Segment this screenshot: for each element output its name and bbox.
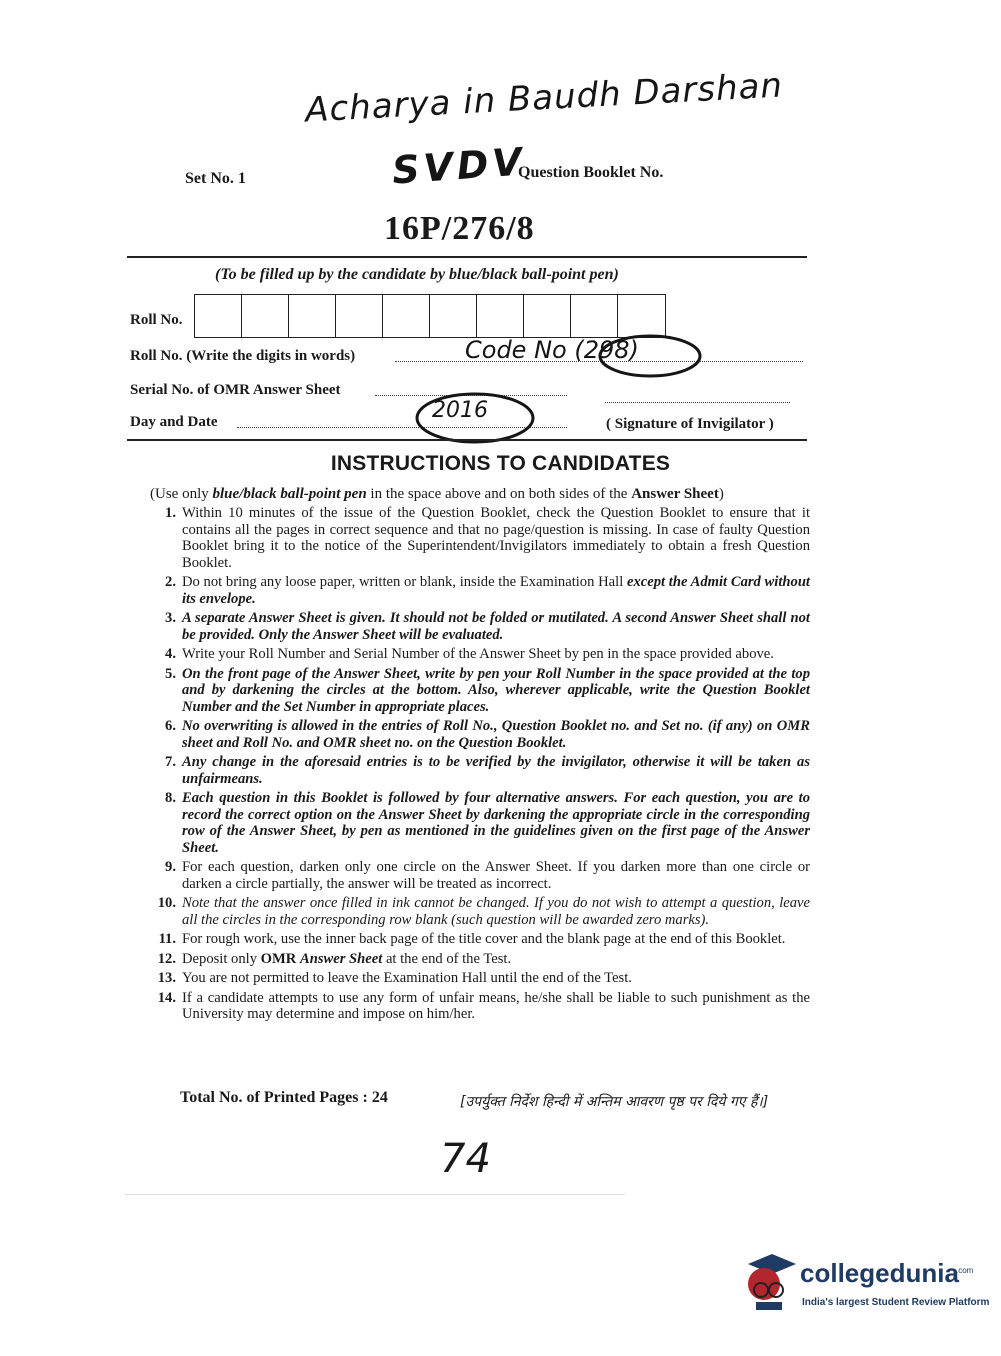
- instruction-item: 10. Note that the answer once filled in ink cannot be changed. If you do not wish to attempt a question, leave all the circles in the corresponding row blank (such question will be awarded zero marks).: [157, 895, 810, 928]
- handwritten-page-mark: 74: [440, 1136, 491, 1182]
- instructions-heading: INSTRUCTIONS TO CANDIDATES: [330, 452, 671, 475]
- set-number: Set No. 1: [185, 170, 246, 187]
- instruction-item: 7. Any change in the aforesaid entries is to be verified by the invigilator, otherwise it will be taken as unfairmeans.: [165, 754, 810, 787]
- serial-omr-label: Serial No. of OMR Answer Sheet: [130, 382, 341, 398]
- instructions-list: [150, 505, 810, 1026]
- instruction-item: 4. Write your Roll Number and Serial Number of the Answer Sheet by pen in the space provided above.: [165, 646, 774, 662]
- handwritten-year-circle: [410, 390, 540, 446]
- instruction-item: 9. For each question, darken only one circle on the Answer Sheet. If you darken more than one circle or darken a circle partially, the answer will be treated as incorrect.: [165, 859, 810, 892]
- form-divider: [127, 439, 807, 441]
- roll-no-label: Roll No.: [130, 312, 183, 328]
- handwritten-code-note: Code No (298): [465, 336, 639, 364]
- signature-field[interactable]: [605, 402, 790, 403]
- collegedunia-mascot-icon: [742, 1250, 800, 1312]
- handwritten-svdv: SVDV: [390, 139, 528, 193]
- roll-number-boxes[interactable]: [194, 294, 666, 338]
- scan-line: [125, 1194, 625, 1195]
- handwritten-circle: [598, 332, 708, 382]
- instruction-item: 12. Deposit only OMR Answer Sheet at the end of the Test.: [157, 950, 512, 967]
- instruction-item: 14. If a candidate attempts to use any form of unfair means, he/she shall be liable to such punishment as the University may determine and impose on him/her.: [157, 989, 810, 1022]
- collegedunia-logo-suffix: .com: [956, 1266, 974, 1275]
- instruction-item: 13. You are not permitted to leave the Examination Hall until the end of the Test.: [157, 970, 632, 986]
- instruction-item: 5. On the front page of the Answer Sheet, write by pen your Roll Number in the space provided at the top and by darkening the circles at the bottom. Also, wherever applicable, write the Question Booklet Number and the Set Number in appropriate places.: [165, 665, 810, 715]
- instruction-item: 8. Each question in this Booklet is followed by four alternative answers. For each question, you are to record the correct option on the Answer Sheet by darkening the appropriate circle in the corresponding row of the Answer Sheet, by pen as mentioned in the guidelines given on the first page of the Answer Sheet.: [165, 790, 810, 856]
- signature-label: ( Signature of Invigilator ): [606, 416, 774, 432]
- instruction-item: 1. Within 10 minutes of the issue of the Question Booklet, check the Question Booklet to ensure that it contains all the pages in correct sequence and that no page/question is missing. In case of faulty Question Booklet bring it to the notice of the Superintendent/Invigilators immediately to obtain a fresh Question Booklet.: [165, 505, 810, 571]
- instruction-item: 2. Do not bring any loose paper, written or blank, inside the Examination Hall except the Admit Card without its envelope.: [165, 574, 810, 607]
- day-date-label: Day and Date: [130, 414, 218, 430]
- total-printed-pages: Total No. of Printed Pages : 24: [180, 1089, 388, 1106]
- instruction-item: 6. No overwriting is allowed in the entries of Roll No., Question Booklet no. and Set no. (if any) on OMR sheet and Roll No. and OMR sheet no. on the Question Booklet.: [165, 718, 810, 751]
- instructions-intro: (Use only blue/black ball-point pen in the space above and on both sides of the Answer Sheet): [150, 486, 724, 502]
- header-divider: [127, 256, 807, 258]
- handwritten-year: 2016: [432, 398, 488, 423]
- collegedunia-logo-text: collegedunia: [800, 1258, 959, 1288]
- roll-words-label: Roll No. (Write the digits in words): [130, 348, 356, 364]
- question-booklet-label: Question Booklet No.: [518, 164, 664, 181]
- handwritten-title-note: Acharya in Baudh Darshan: [304, 65, 784, 131]
- filled-by-note: (To be filled up by the candidate by blue/black ball-point pen): [215, 266, 619, 283]
- instruction-item: 3. A separate Answer Sheet is given. It should not be folded or mutilated. A second Answer Sheet shall not be provided. Only the Answer Sheet will be evaluated.: [165, 610, 810, 643]
- hindi-note: [उपर्युक्त निर्देश हिन्दी में अन्तिम आवरण पृष्ठ पर दिये गए हैं।]: [460, 1094, 769, 1110]
- paper-code: 16P/276/8: [384, 210, 535, 247]
- instruction-item: 11. For rough work, use the inner back page of the title cover and the blank page at the end of this Booklet.: [158, 931, 786, 947]
- collegedunia-tagline: India's largest Student Review Platform: [802, 1297, 990, 1308]
